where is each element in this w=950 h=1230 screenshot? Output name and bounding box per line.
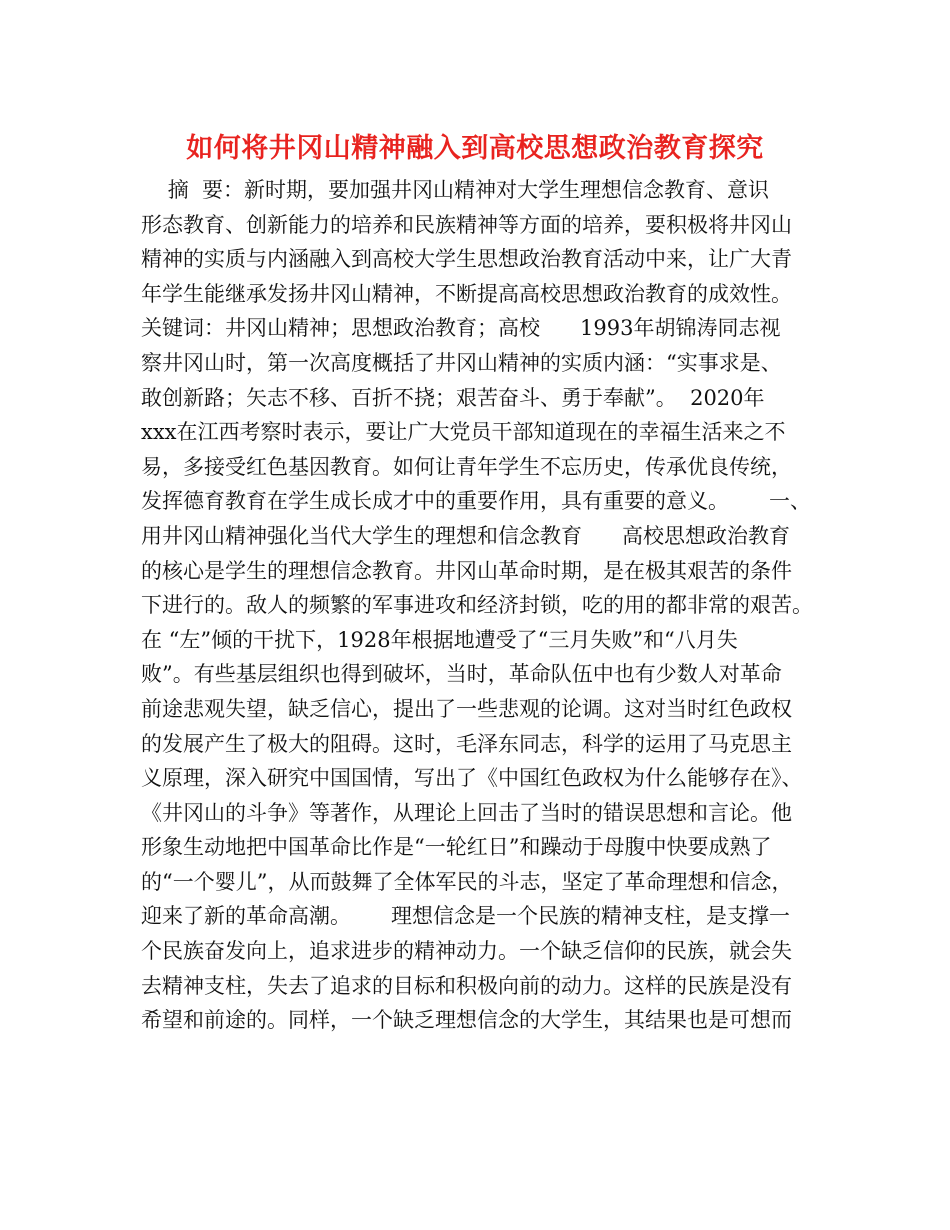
body-text-line: 《井冈山的斗争》等著作，从理论上回击了当时的错误思想和言论。他 [141,800,792,825]
body-text-line: 义原理，深入研究中国国情，写出了《中国红色政权为什么能够存在》、 [141,766,803,791]
body-text-line: 敢创新路；矢志不移、百折不挠；艰苦奋斗、勇于奉献”。 2020年 [141,385,765,410]
document-body [141,173,821,1038]
body-text-line: 去精神支柱，失去了追求的目标和积极向前的动力。这样的民族是没有 [141,973,792,998]
body-text-line: 关键词：井冈山精神；思想政治教育；高校 1993年胡锦涛同志视 [141,316,781,341]
body-text-line: 的核心是学生的理想信念教育。井冈山革命时期，是在极其艰苦的条件 [141,558,792,583]
body-text-line: 用井冈山精神强化当代大学生的理想和信念教育 高校思想政治教育 [141,523,791,548]
body-text-line: 迎来了新的革命高潮。 理想信念是一个民族的精神支柱，是支撑一 [141,904,791,929]
body-text-line: 在 “左”倾的干扰下，1928年根据地遭受了“三月失败”和“八月失 [141,627,738,652]
body-text-line: 败”。有些基层组织也得到破坏，当时，革命队伍中也有少数人对革命 [141,662,782,687]
body-text-line: 形象生动地把中国革命比作是“一轮红日”和躁动于母腹中快要成熟了 [141,835,772,860]
body-text-line: 前途悲观失望，缺乏信心，提出了一些悲观的论调。这对当时红色政权 [141,696,792,721]
document-title: 如何将井冈山精神融入到高校思想政治教育探究 [186,133,764,164]
body-text-line: 发挥德育教育在学生成长成才中的重要作用，具有重要的意义。 一、 [141,489,812,514]
body-text-line: 希望和前途的。同样，一个缺乏理想信念的大学生，其结果也是可想而 [141,1008,792,1033]
body-text-line: 摘 要：新时期，要加强井冈山精神对大学生理想信念教育、意识 [141,178,770,202]
body-text-line: 形态教育、创新能力的培养和民族精神等方面的培养，要积极将井冈山 [141,212,792,237]
body-text-line: 察井冈山时，第一次高度概括了井冈山精神的实质内涵：“实事求是、 [141,350,782,375]
body-text-line: 个民族奋发向上，追求进步的精神动力。一个缺乏信仰的民族，就会失 [141,939,792,964]
body-text-line: 的发展产生了极大的阻碍。这时，毛泽东同志，科学的运用了马克思主 [141,731,792,756]
body-text-line: 下进行的。敌人的频繁的军事进攻和经济封锁，吃的用的都非常的艰苦。 [141,593,813,618]
body-text-line: 的“一个婴儿”，从而鼓舞了全体军民的斗志，坚定了革命理想和信念， [141,869,793,894]
body-text-line: 年学生能继承发扬井冈山精神，不断提高高校思想政治教育的成效性。 [141,281,792,306]
body-text-line: 精神的实质与内涵融入到高校大学生思想政治教育活动中来，让广大青 [141,247,792,272]
body-text-line: 易，多接受红色基因教育。如何让青年学生不忘历史，传承优良传统， [141,454,792,479]
body-text-line: xxx在江西考察时表示，要让广大党员干部知道现在的幸福生活来之不 [141,420,786,445]
